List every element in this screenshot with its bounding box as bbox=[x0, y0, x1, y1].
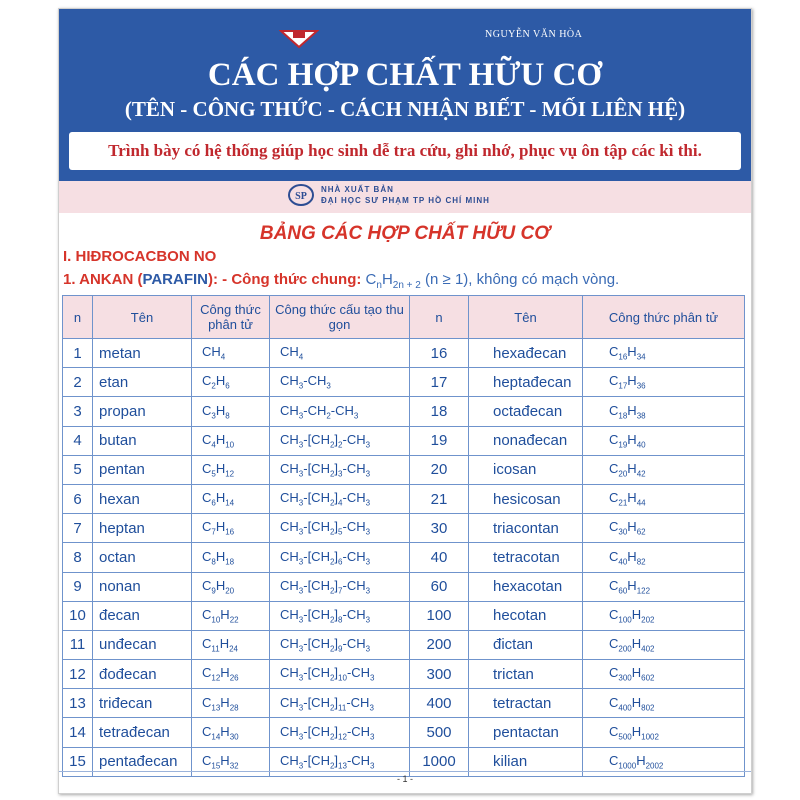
row-name: tetrađecan bbox=[93, 718, 192, 747]
table-row bbox=[63, 572, 745, 601]
row-formula: $C_{13}H_{28}$ bbox=[192, 689, 270, 718]
row-n: 3 bbox=[63, 397, 93, 426]
row-name: butan bbox=[93, 426, 192, 455]
row-n: 1 bbox=[63, 339, 93, 368]
table-row bbox=[63, 368, 745, 397]
row-name: etan bbox=[93, 368, 192, 397]
header-structure: Công thức cấu tạo thu gọn bbox=[270, 296, 410, 339]
row-n-2: 300 bbox=[410, 660, 469, 689]
cover-banner bbox=[59, 9, 751, 177]
header-formula: Công thức phân tử bbox=[192, 296, 270, 339]
header-formula-2: Công thức phân tử bbox=[583, 296, 745, 339]
row-formula-2: $C_{16}H_{34}$ bbox=[583, 339, 745, 368]
row-n-2: 60 bbox=[410, 572, 469, 601]
subsection-heading bbox=[63, 271, 619, 291]
row-name-2: triacontan bbox=[469, 514, 583, 543]
row-n: 5 bbox=[63, 455, 93, 484]
header-name: Tên bbox=[93, 296, 192, 339]
bottom-rule bbox=[59, 771, 751, 772]
table-row bbox=[63, 601, 745, 630]
row-formula-2: $C_{17}H_{36}$ bbox=[583, 368, 745, 397]
row-n: 8 bbox=[63, 543, 93, 572]
row-formula-2: $C_{100}H_{202}$ bbox=[583, 601, 745, 630]
row-structure: $CH_3-[CH_2]_3-CH_3$ bbox=[270, 455, 410, 484]
row-n-2: 500 bbox=[410, 718, 469, 747]
header-n-2: n bbox=[410, 296, 469, 339]
row-name: propan bbox=[93, 397, 192, 426]
table-row bbox=[63, 339, 745, 368]
row-formula-2: $C_{18}H_{38}$ bbox=[583, 397, 745, 426]
row-n-2: 100 bbox=[410, 601, 469, 630]
row-formula-2: $C_{20}H_{42}$ bbox=[583, 455, 745, 484]
row-formula-2: $C_{400}H_{802}$ bbox=[583, 689, 745, 718]
row-formula-2: $C_{60}H_{122}$ bbox=[583, 572, 745, 601]
row-n-2: 30 bbox=[410, 514, 469, 543]
row-formula: $C_{11}H_{24}$ bbox=[192, 630, 270, 659]
row-n: 12 bbox=[63, 660, 93, 689]
row-formula: $C_5H_{12}$ bbox=[192, 455, 270, 484]
row-structure: $CH_3-[CH_2]_5-CH_3$ bbox=[270, 514, 410, 543]
row-formula-2: $C_{1000}H_{2002}$ bbox=[583, 747, 745, 776]
row-name-2: heptađecan bbox=[469, 368, 583, 397]
table-row bbox=[63, 455, 745, 484]
alkane-table bbox=[62, 295, 745, 777]
row-n-2: 1000 bbox=[410, 747, 469, 776]
row-name: đođecan bbox=[93, 660, 192, 689]
row-formula: $C_{10}H_{22}$ bbox=[192, 601, 270, 630]
publisher-band bbox=[59, 177, 751, 213]
row-n-2: 40 bbox=[410, 543, 469, 572]
book-page bbox=[58, 8, 752, 794]
row-formula-2: $C_{200}H_{402}$ bbox=[583, 630, 745, 659]
table-title: BẢNG CÁC HỢP CHẤT HỮU CƠ bbox=[259, 223, 551, 244]
row-formula: $C_{15}H_{32}$ bbox=[192, 747, 270, 776]
row-name: metan bbox=[93, 339, 192, 368]
row-structure: $CH_3-[CH_2]_8-CH_3$ bbox=[270, 601, 410, 630]
row-structure: $CH_3-[CH_2]_6-CH_3$ bbox=[270, 543, 410, 572]
row-formula-2: $C_{30}H_{62}$ bbox=[583, 514, 745, 543]
row-n: 11 bbox=[63, 630, 93, 659]
row-name-2: icosan bbox=[469, 455, 583, 484]
row-structure: $CH_3-[CH_2]_4-CH_3$ bbox=[270, 484, 410, 513]
table-row bbox=[63, 630, 745, 659]
row-name: triđecan bbox=[93, 689, 192, 718]
subsection-number: 1. ANKAN ( bbox=[63, 271, 143, 288]
row-formula-2: $C_{500}H_{1002}$ bbox=[583, 718, 745, 747]
row-formula: $C_3H_8$ bbox=[192, 397, 270, 426]
row-n-2: 20 bbox=[410, 455, 469, 484]
row-name: pentan bbox=[93, 455, 192, 484]
row-structure: $CH_4$ bbox=[270, 339, 410, 368]
publisher-line-1: NHÀ XUẤT BẢN bbox=[321, 185, 394, 194]
row-structure: $CH_3-[CH_2]_7-CH_3$ bbox=[270, 572, 410, 601]
row-formula: $C_8H_{18}$ bbox=[192, 543, 270, 572]
table-row bbox=[63, 397, 745, 426]
row-structure: $CH_3-CH_3$ bbox=[270, 368, 410, 397]
row-n: 9 bbox=[63, 572, 93, 601]
publisher-emblem-icon bbox=[279, 27, 319, 49]
row-formula: $C_4H_{10}$ bbox=[192, 426, 270, 455]
page-number: - 1 - bbox=[396, 774, 413, 784]
row-name-2: tetracotan bbox=[469, 543, 583, 572]
row-name-2: octađecan bbox=[469, 397, 583, 426]
row-n-2: 19 bbox=[410, 426, 469, 455]
row-name-2: tetractan bbox=[469, 689, 583, 718]
row-n-2: 17 bbox=[410, 368, 469, 397]
table-row bbox=[63, 484, 745, 513]
row-name: octan bbox=[93, 543, 192, 572]
table-row bbox=[63, 718, 745, 747]
table-row bbox=[63, 543, 745, 572]
subsection-paren-word: PARAFIN bbox=[142, 271, 209, 288]
row-n: 2 bbox=[63, 368, 93, 397]
row-formula-2: $C_{21}H_{44}$ bbox=[583, 484, 745, 513]
header-name-2: Tên bbox=[469, 296, 583, 339]
row-n: 10 bbox=[63, 601, 93, 630]
row-structure: $CH_3-[CH_2]_9-CH_3$ bbox=[270, 630, 410, 659]
row-n: 13 bbox=[63, 689, 93, 718]
row-formula-2: $C_{40}H_{82}$ bbox=[583, 543, 745, 572]
row-structure: $CH_3-[CH_2]_2-CH_3$ bbox=[270, 426, 410, 455]
row-formula: $CH_4$ bbox=[192, 339, 270, 368]
section-heading: I. HIĐROCACBON NO bbox=[63, 248, 217, 265]
subsection-close: ): - bbox=[208, 271, 232, 288]
row-formula-2: $C_{300}H_{602}$ bbox=[583, 660, 745, 689]
publisher-line-2: ĐẠI HỌC SƯ PHẠM TP HỒ CHÍ MINH bbox=[321, 196, 490, 205]
row-n: 15 bbox=[63, 747, 93, 776]
row-formula: $C_7H_{16}$ bbox=[192, 514, 270, 543]
table-row bbox=[63, 689, 745, 718]
row-name-2: hexađecan bbox=[469, 339, 583, 368]
row-name: hexan bbox=[93, 484, 192, 513]
row-formula: $C_{14}H_{30}$ bbox=[192, 718, 270, 747]
author-name: NGUYỄN VĂN HÒA bbox=[485, 29, 583, 40]
row-n-2: 21 bbox=[410, 484, 469, 513]
row-name-2: nonađecan bbox=[469, 426, 583, 455]
row-name-2: đictan bbox=[469, 630, 583, 659]
row-structure: $CH_3-[CH_2]_{11}-CH_3$ bbox=[270, 689, 410, 718]
row-name-2: hecotan bbox=[469, 601, 583, 630]
row-formula: $C_{12}H_{26}$ bbox=[192, 660, 270, 689]
book-title: CÁC HỢP CHẤT HỮU CƠ bbox=[207, 57, 603, 93]
header-n: n bbox=[63, 296, 93, 339]
row-formula: $C_9H_{20}$ bbox=[192, 572, 270, 601]
row-structure: $CH_3-[CH_2]_{10}-CH_3$ bbox=[270, 660, 410, 689]
row-n-2: 16 bbox=[410, 339, 469, 368]
row-n: 14 bbox=[63, 718, 93, 747]
row-formula: $C_6H_{14}$ bbox=[192, 484, 270, 513]
row-n-2: 400 bbox=[410, 689, 469, 718]
row-name: unđecan bbox=[93, 630, 192, 659]
table-row bbox=[63, 514, 745, 543]
row-n: 6 bbox=[63, 484, 93, 513]
row-name: heptan bbox=[93, 514, 192, 543]
row-n: 4 bbox=[63, 426, 93, 455]
row-name-2: hexacotan bbox=[469, 572, 583, 601]
row-structure: $CH_3-[CH_2]_{12}-CH_3$ bbox=[270, 718, 410, 747]
row-n-2: 200 bbox=[410, 630, 469, 659]
tagline: Trình bày có hệ thống giúp học sinh dễ tra cứu, ghi nhớ, phục vụ ôn tập các kì thi. bbox=[69, 132, 741, 170]
row-name-2: kilian bbox=[469, 747, 583, 776]
row-name: nonan bbox=[93, 572, 192, 601]
row-name-2: pentactan bbox=[469, 718, 583, 747]
table-row bbox=[63, 426, 745, 455]
row-structure: $CH_3-[CH_2]_{13}-CH_3$ bbox=[270, 747, 410, 776]
row-structure: $CH_3-CH_2-CH_3$ bbox=[270, 397, 410, 426]
row-n-2: 18 bbox=[410, 397, 469, 426]
book-subtitle: (TÊN - CÔNG THỨC - CÁCH NHẬN BIẾT - MỐI LIÊN HỆ) bbox=[124, 97, 686, 121]
row-name-2: hesicosan bbox=[469, 484, 583, 513]
row-name: pentađecan bbox=[93, 747, 192, 776]
row-name: đecan bbox=[93, 601, 192, 630]
row-n: 7 bbox=[63, 514, 93, 543]
row-formula-2: $C_{19}H_{40}$ bbox=[583, 426, 745, 455]
publisher-logo-text: SP bbox=[295, 191, 307, 202]
general-formula: $C_nH_{2n + 2}$ (n ≥ 1), không có mạch vòng. bbox=[365, 271, 620, 291]
publisher-logo-icon bbox=[287, 183, 315, 207]
table-row bbox=[63, 660, 745, 689]
row-name-2: trictan bbox=[469, 660, 583, 689]
general-formula-label: Công thức chung: bbox=[231, 271, 366, 288]
row-formula: $C_2H_6$ bbox=[192, 368, 270, 397]
table-header-row bbox=[63, 296, 745, 339]
